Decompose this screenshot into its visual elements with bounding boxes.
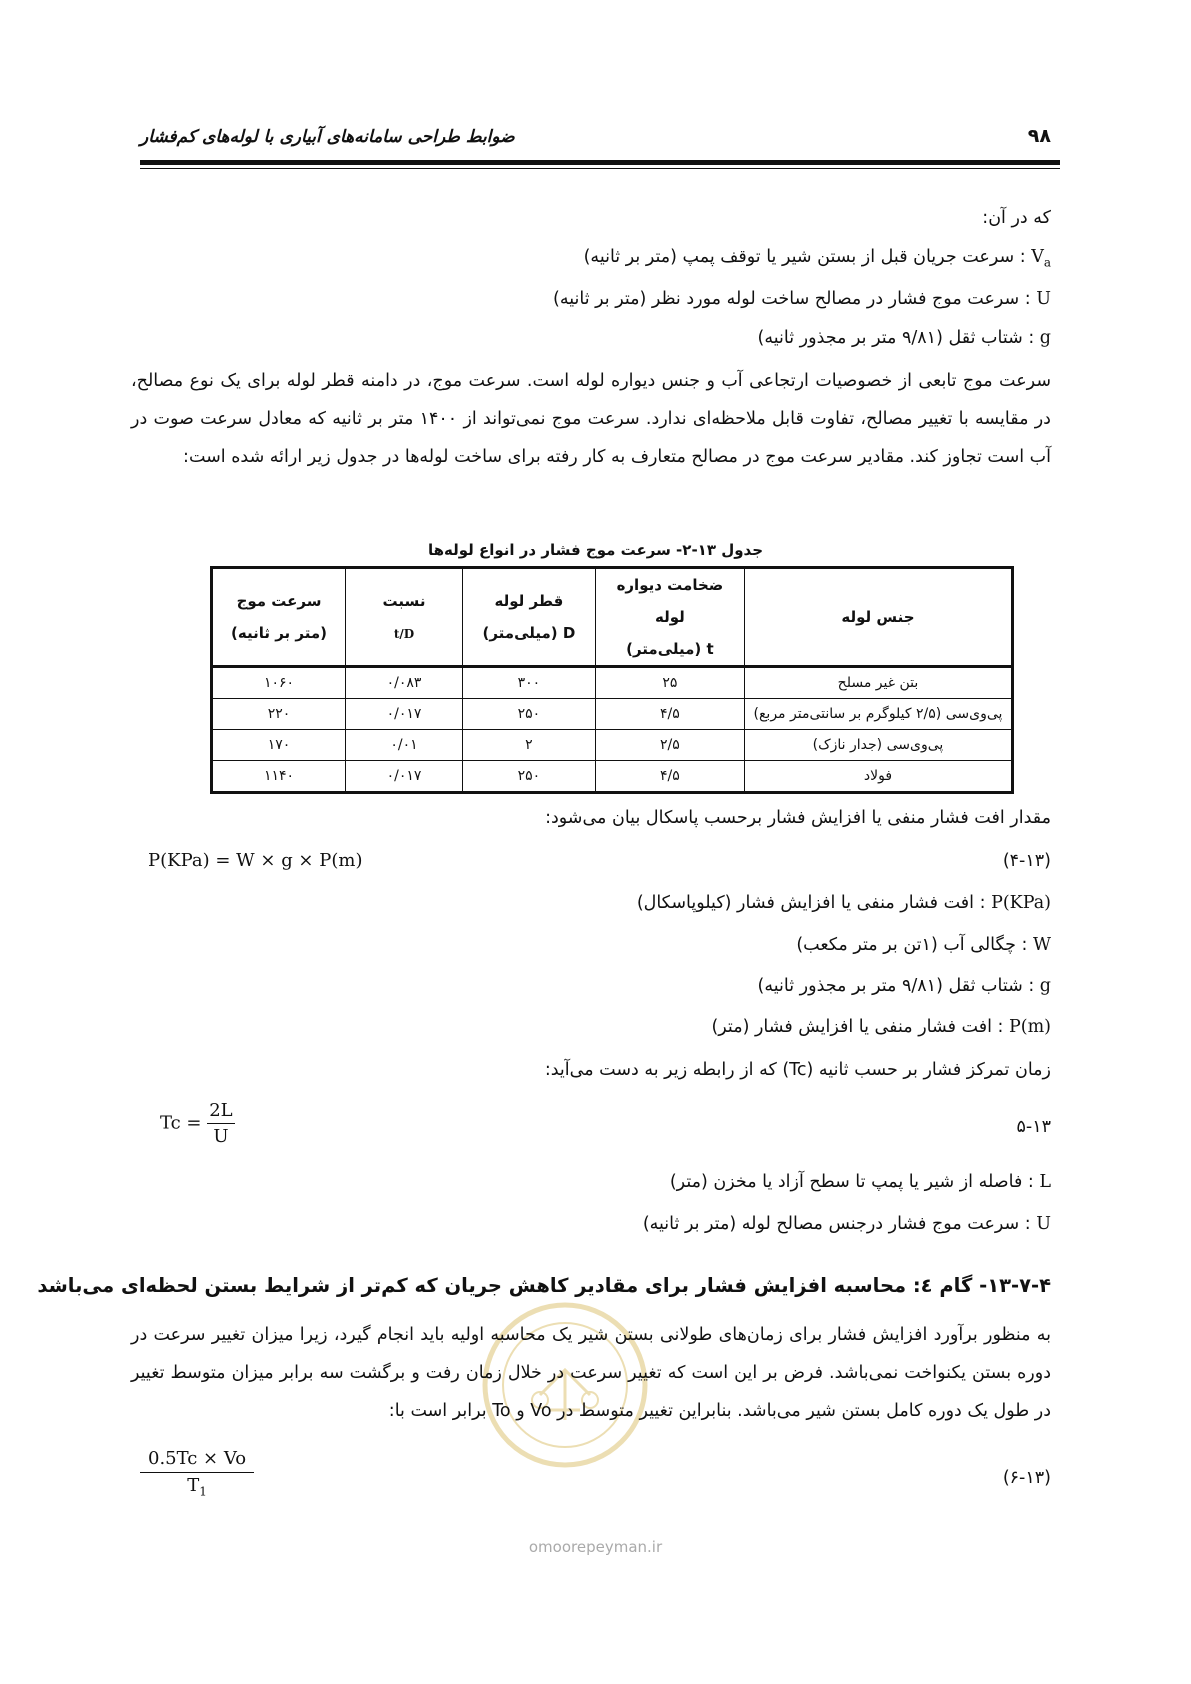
pressure-formula: P(KPa) = W × g × P(m) [148,850,363,871]
cell-material: پی‌وی‌سی (جدار نازک) [744,730,1012,761]
definition-pkpa: P(KPa) : افت فشار منفی یا افزایش فشار (کیلوپاسکال) [636,893,1051,913]
header-pipe-material: جنس لوله [744,568,1012,667]
equation-number-5-13: ۵-۱۳ [1016,1117,1051,1137]
definition-u: U : سرعت موج فشار در مصالح ساخت لوله مورد نظر (متر بر ثانیه) [553,289,1051,309]
cell-ratio: ۰/۰۱۷ [346,699,463,730]
average-change-formula [140,1448,254,1499]
definition-l: L : فاصله از شیر یا پمپ تا سطح آزاد یا مخزن (متر) [669,1172,1051,1192]
equation-number-4-13: (۴-۱۳) [1002,851,1051,871]
cell-diameter: ۳۰۰ [462,667,595,699]
cell-wave-speed: ۱۷۰ [212,730,346,761]
cell-material: بتن غیر مسلح [744,667,1012,699]
table-row [212,667,1013,699]
average-change-denominator: $T_1$ [187,1475,207,1499]
cell-thickness: ۲/۵ [595,730,744,761]
wave-speed-table [210,566,1014,794]
cell-thickness: ۲۵ [595,667,744,699]
symbol-pm: P(m) [1008,1017,1051,1037]
table-row [212,699,1013,730]
cell-thickness: ۴/۵ [595,699,744,730]
equation-number-6-13: (۶-۱۳) [1002,1468,1051,1488]
table-header-row [212,568,1013,667]
table-caption: جدول ۱۳-۲- سرعت موج فشار در انواع لوله‌ها [427,541,764,559]
symbol-g: g [1039,328,1051,348]
tc-formula: Tc = $\frac{2L}{U}$ [160,1100,233,1147]
watermark-url: omoorepeyman.ir [528,1538,663,1556]
definition-text: چگالی آب (۱تن بر متر مکعب) [796,935,1016,955]
page-number: ۹۸ [1027,125,1051,147]
tc-denominator: U [213,1126,229,1147]
section-paragraph: به منظور برآورد افزایش فشار برای زمان‌های طولانی بستن شیر یک محاسبه اولیه باید انجام گیرد، زیرا میزان تغییر سرعت در دوره بستن یکنواخت نمی‌باشد. فرض بر این است که تغییر سرعت در خلال زمان رفت و برگشت سه برابر میزان متوسط تغییر در طول یک دوره کامل بستن شیر می‌باشد. بنابراین تغییر متوسط در Vo و To برابر است با: [131,1325,1051,1421]
definition-text: افت فشار منفی یا افزایش فشار (متر) [711,1017,992,1037]
definition-text: افت فشار منفی یا افزایش فشار (کیلوپاسکال) [636,893,975,913]
cell-ratio: ۰/۰۸۳ [346,667,463,699]
table-row [212,761,1013,793]
cell-material: فولاد [744,761,1012,793]
average-change-numerator: 0.5Tc × Vo [140,1448,254,1473]
definition-u2: U : سرعت موج فشار درجنس مصالح لوله (متر بر ثانیه) [642,1214,1051,1234]
symbol-u: U [1036,289,1051,309]
cell-diameter: ۲۵۰ [462,761,595,793]
header-rule [140,160,1060,165]
symbol-pkpa: P(KPa) [991,893,1051,913]
definition-text: سرعت موج فشار در مصالح ساخت لوله مورد نظر (متر بر ثانیه) [553,289,1020,309]
average-change-fraction [140,1448,254,1499]
pressure-intro: مقدار افت فشار منفی یا افزایش فشار برحسب پاسکال بیان می‌شود: [545,808,1051,828]
definition-text: سرعت جریان قبل از بستن شیر یا توقف پمپ (متر بر ثانیه) [583,247,1015,267]
cell-wave-speed: ۲۲۰ [212,699,346,730]
cell-wave-speed: ۱۰۶۰ [212,667,346,699]
definition-g: g : شتاب ثقل (۹/۸۱ متر بر مجذور ثانیه) [757,328,1051,348]
running-header-title: ضوابط طراحی سامانه‌های آبیاری با لوله‌های کم‌فشار [140,127,515,147]
symbol-w: W [1033,935,1051,955]
definition-pm: P(m) : افت فشار منفی یا افزایش فشار (متر) [711,1017,1051,1037]
cell-diameter: ۲۵۰ [462,699,595,730]
cell-ratio: ۰/۰۱۷ [346,761,463,793]
cell-wave-speed: ۱۱۴۰ [212,761,346,793]
header-wave-speed: سرعت موج (متر بر ثانیه) [212,568,346,667]
header-ratio: نسبت t/D [346,568,463,667]
cell-material: پی‌وی‌سی (۲/۵ کیلوگرم بر سانتی‌متر مربع) [744,699,1012,730]
symbol-l: L [1039,1172,1051,1192]
definition-text: سرعت موج فشار درجنس مصالح لوله (متر بر ثانیه) [642,1214,1020,1234]
definition-text: شتاب ثقل (۹/۸۱ متر بر مجذور ثانیه) [757,328,1023,348]
definition-text: فاصله از شیر یا پمپ تا سطح آزاد یا مخزن (متر) [669,1172,1023,1192]
wave-speed-paragraph: سرعت موج تابعی از خصوصیات ارتجاعی آب و جنس دیواره لوله است. سرعت موج، در دامنه قطر لوله برای یک نوع مصالح، در مقایسه با تغییر مصالح، تفاوت قابل ملاحظه‌ای ندارد. سرعت موج نمی‌تواند از ۱۴۰۰ متر بر ثانیه که معادل سرعت صوت در آب است تجاوز کند. مقادیر سرعت موج در مصالح متعارف به کار رفته برای ساخت لوله‌ها در جدول زیر ارائه شده است: [131,371,1051,467]
tc-fraction [207,1100,234,1147]
definition-text: شتاب ثقل (۹/۸۱ متر بر مجذور ثانیه) [757,976,1023,996]
tc-intro: زمان تمرکز فشار بر حسب ثانیه (Tc) که از رابطه زیر به دست می‌آید: [544,1060,1051,1080]
definition-g2: g : شتاب ثقل (۹/۸۱ متر بر مجذور ثانیه) [757,976,1051,996]
where-label: که در آن: [982,208,1051,228]
symbol-u: U [1036,1214,1051,1234]
tc-numerator: 2L [207,1100,234,1124]
header-wall-thickness: ضخامت دیواره لوله t (میلی‌متر) [595,568,744,667]
header-rule-thin [140,168,1060,169]
definition-va: $V_a$ : سرعت جریان قبل از بستن شیر یا توقف پمپ (متر بر ثانیه) [583,247,1051,270]
cell-diameter: ۲ [462,730,595,761]
table-row [212,730,1013,761]
header-pipe-diameter: قطر لوله D (میلی‌متر) [462,568,595,667]
symbol-g: g [1039,976,1051,996]
cell-ratio: ۰/۰۱ [346,730,463,761]
section-heading: ۱۳-۷-۴- گام ٤: محاسبه افزایش فشار برای مقادیر کاهش جریان که کم‌تر از شرایط بستن لحظه‌ای می‌باشد [37,1274,1051,1297]
symbol-va: $V_a$ [1031,247,1051,270]
definition-w: W : چگالی آب (۱تن بر متر مکعب) [796,935,1051,955]
cell-thickness: ۴/۵ [595,761,744,793]
